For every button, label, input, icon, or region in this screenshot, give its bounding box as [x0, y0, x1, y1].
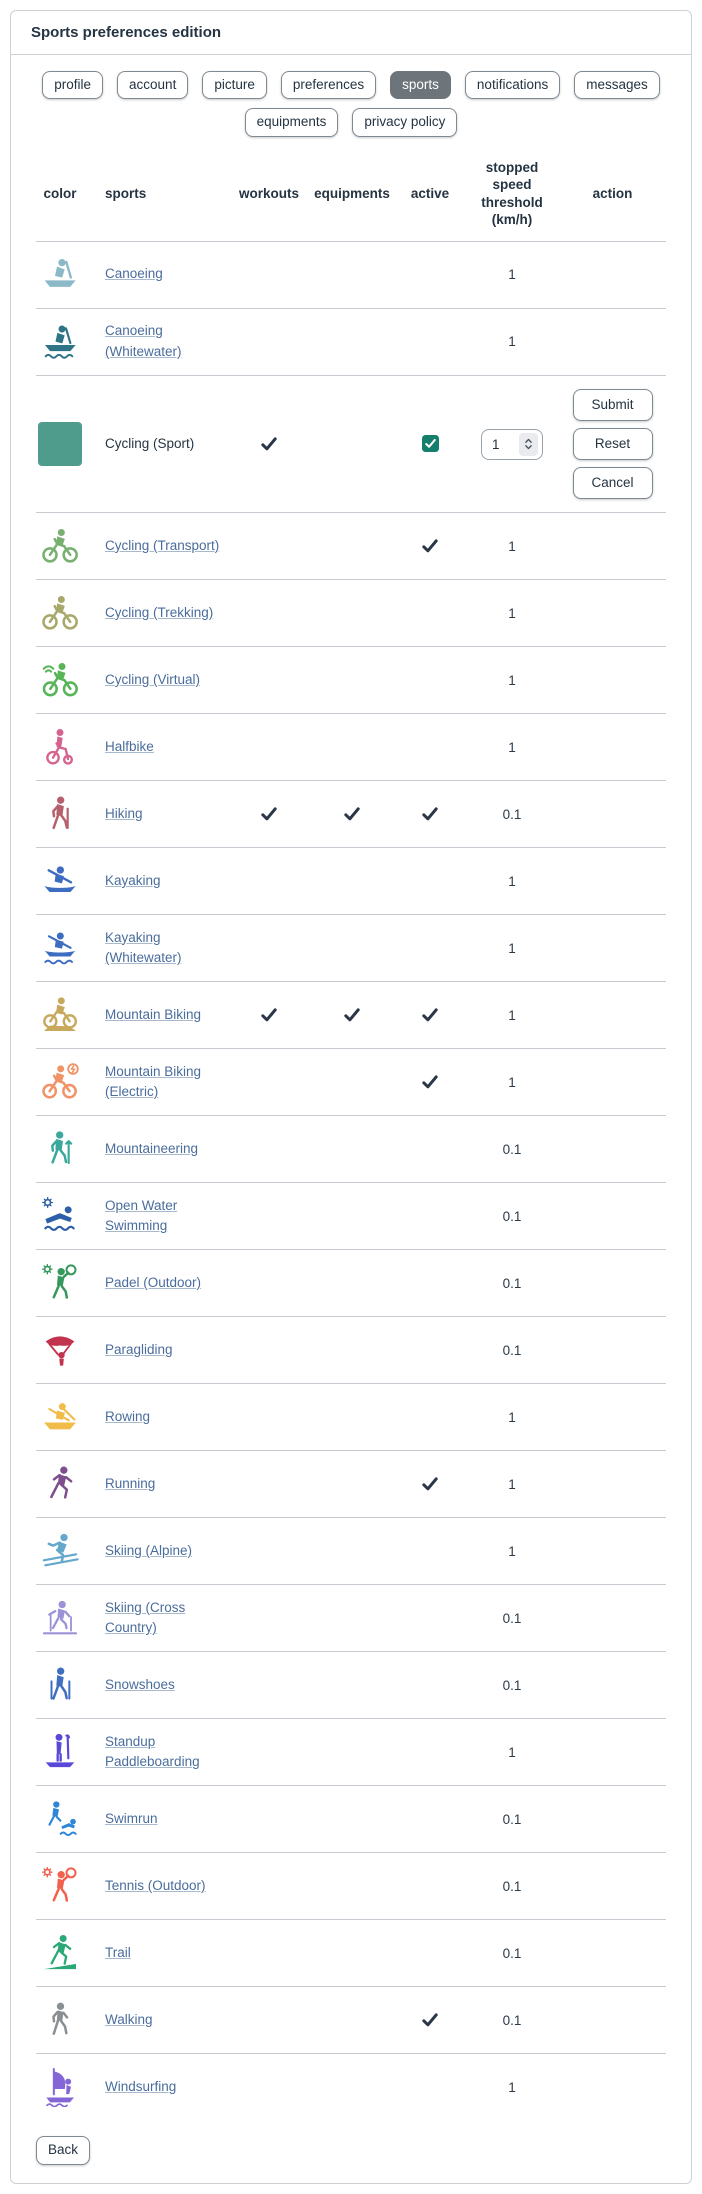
sport-row	[36, 1249, 666, 1316]
tab-picture[interactable]: picture	[202, 71, 267, 99]
threshold-value: 0.1	[502, 1610, 522, 1626]
workouts-check-icon	[261, 1006, 277, 1023]
sport-link[interactable]: Mountaineering	[105, 1140, 199, 1156]
canoe-icon	[40, 255, 80, 295]
sport-link[interactable]: Tennis (Outdoor)	[105, 1877, 206, 1893]
cyclist-wifi-icon	[40, 660, 80, 700]
card-body	[11, 55, 691, 2183]
equipments-check-icon	[344, 805, 360, 822]
active-check-icon	[422, 2011, 438, 2028]
sport-row	[36, 1986, 666, 2053]
sport-row	[36, 1316, 666, 1383]
sport-row	[36, 713, 666, 780]
threshold-value: 0.1	[502, 806, 522, 822]
hiker-icon	[40, 794, 80, 834]
swimmer-sun-icon	[40, 1196, 80, 1236]
active-check-icon	[422, 1073, 438, 1090]
column-header-action: action	[592, 185, 633, 201]
tab-messages[interactable]: messages	[574, 71, 660, 99]
column-header-color: color	[43, 185, 77, 201]
threshold-value: 1	[508, 672, 516, 688]
tab-profile[interactable]: profile	[42, 71, 103, 99]
threshold-value: 0.1	[502, 1811, 522, 1827]
column-header-stopped-speed-threshold-km-h: stopped speed threshold (km/h)	[481, 159, 543, 228]
threshold-value: 1	[508, 1744, 516, 1760]
sport-name: Cycling (Sport)	[105, 435, 195, 451]
sport-link[interactable]: Hiking	[105, 805, 143, 821]
submit-button[interactable]: Submit	[573, 389, 653, 421]
column-header-workouts: workouts	[238, 185, 299, 201]
threshold-value: 0.1	[502, 1342, 522, 1358]
threshold-value: 1	[508, 2079, 516, 2095]
sport-link[interactable]: Standup Paddleboarding	[105, 1733, 200, 1770]
kayak-icon	[40, 861, 80, 901]
cancel-button[interactable]: Cancel	[573, 467, 653, 499]
active-checkbox[interactable]	[422, 435, 439, 452]
paraglider-icon	[40, 1330, 80, 1370]
tab-privacy-policy[interactable]: privacy policy	[352, 108, 457, 136]
threshold-value: 1	[508, 739, 516, 755]
sport-link[interactable]: Walking	[105, 2011, 153, 2027]
threshold-value: 0.1	[502, 1275, 522, 1291]
sport-link[interactable]: Trail	[105, 1944, 131, 1960]
threshold-value: 1	[508, 334, 516, 350]
workouts-check-icon	[261, 435, 277, 452]
sports-table	[36, 155, 666, 2121]
sport-link[interactable]: Kayaking (Whitewater)	[105, 929, 182, 966]
sport-row	[36, 1785, 666, 1852]
threshold-value: 0.1	[502, 1945, 522, 1961]
mountaineer-icon	[40, 1129, 80, 1169]
sport-row	[36, 1115, 666, 1182]
sport-edit-row	[36, 375, 666, 513]
sport-link[interactable]: Running	[105, 1475, 156, 1491]
sport-row	[36, 1584, 666, 1651]
profile-nav-primary	[36, 71, 666, 99]
active-check-icon	[422, 1475, 438, 1492]
trail-runner-icon	[40, 1933, 80, 1973]
sport-link[interactable]: Canoeing (Whitewater)	[105, 322, 182, 359]
active-check-icon	[422, 805, 438, 822]
threshold-value: 1	[508, 1007, 516, 1023]
sport-link[interactable]: Halfbike	[105, 738, 154, 754]
cyclist-icon	[40, 526, 80, 566]
sport-row	[36, 1919, 666, 1986]
kayak-waves-icon	[40, 928, 80, 968]
threshold-value: 0.1	[502, 2012, 522, 2028]
threshold-value: 0.1	[502, 1141, 522, 1157]
color-swatch[interactable]	[38, 422, 82, 466]
sport-link[interactable]: Cycling (Virtual)	[105, 671, 201, 687]
sport-row	[36, 1718, 666, 1785]
sport-link[interactable]: Windsurfing	[105, 2078, 177, 2094]
threshold-value: 1	[508, 1476, 516, 1492]
canoe-waves-icon	[40, 322, 80, 362]
threshold-value: 0.1	[502, 1208, 522, 1224]
sport-link[interactable]: Skiing (Alpine)	[105, 1542, 193, 1558]
sport-row	[36, 981, 666, 1048]
racket-sun-icon	[40, 1866, 80, 1906]
threshold-value: 1	[508, 267, 516, 283]
sport-link[interactable]: Open Water Swimming	[105, 1197, 178, 1234]
workouts-check-icon	[261, 805, 277, 822]
sport-row	[36, 2053, 666, 2120]
tab-sports[interactable]: sports	[390, 71, 451, 99]
threshold-value: 1	[508, 1074, 516, 1090]
back-button[interactable]: Back	[36, 2136, 90, 2164]
sport-row	[36, 646, 666, 713]
page-title: Sports preferences edition	[31, 24, 222, 41]
racket-sun-icon	[40, 1263, 80, 1303]
column-header-equipments: equipments	[314, 185, 390, 201]
tab-preferences[interactable]: preferences	[281, 71, 376, 99]
threshold-input[interactable]	[481, 429, 543, 460]
sport-row	[36, 914, 666, 981]
row-actions	[559, 389, 666, 500]
threshold-value: 0.1	[502, 1878, 522, 1894]
windsurfer-icon	[40, 2067, 80, 2107]
sport-row	[36, 780, 666, 847]
sport-link[interactable]: Cycling (Transport)	[105, 537, 220, 553]
sport-row	[36, 308, 666, 375]
sport-row	[36, 1651, 666, 1718]
sports-preferences-card	[10, 10, 692, 2184]
card-header	[11, 11, 691, 55]
threshold-value: 1	[508, 1409, 516, 1425]
sport-link[interactable]: Cycling (Trekking)	[105, 604, 214, 620]
threshold-value: 0.1	[502, 1677, 522, 1693]
spinner-buttons[interactable]	[519, 433, 538, 456]
sport-row	[36, 847, 666, 914]
rower-icon	[40, 1397, 80, 1437]
sport-row	[36, 1048, 666, 1115]
active-check-icon	[422, 1006, 438, 1023]
sport-row	[36, 512, 666, 579]
sport-link[interactable]: Paragliding	[105, 1341, 173, 1357]
sport-link[interactable]: Padel (Outdoor)	[105, 1274, 202, 1290]
sport-row	[36, 579, 666, 646]
profile-nav-secondary	[36, 108, 666, 136]
snowshoer-icon	[40, 1665, 80, 1705]
threshold-input-value: 1	[492, 436, 500, 452]
threshold-value: 1	[508, 538, 516, 554]
threshold-value: 1	[508, 1543, 516, 1559]
skier-icon	[40, 1531, 80, 1571]
sport-link[interactable]: Canoeing	[105, 266, 163, 282]
sport-link[interactable]: Mountain Biking (Electric)	[105, 1063, 202, 1100]
threshold-value: 1	[508, 940, 516, 956]
sport-row	[36, 1383, 666, 1450]
xc-skier-icon	[40, 1598, 80, 1638]
sport-link[interactable]: Skiing (Cross Country)	[105, 1599, 186, 1636]
threshold-value: 1	[508, 873, 516, 889]
sport-row	[36, 1450, 666, 1517]
sport-link[interactable]: Rowing	[105, 1408, 151, 1424]
tab-account[interactable]: account	[117, 71, 188, 99]
equipments-check-icon	[344, 1006, 360, 1023]
sport-link[interactable]: Mountain Biking	[105, 1006, 202, 1022]
sport-link[interactable]: Swimrun	[105, 1810, 158, 1826]
cyclist-icon	[40, 593, 80, 633]
sup-icon	[40, 1732, 80, 1772]
sport-row	[36, 1517, 666, 1584]
tab-equipments[interactable]: equipments	[245, 108, 339, 136]
halfbike-icon	[40, 727, 80, 767]
threshold-value: 1	[508, 605, 516, 621]
table-header-row	[36, 155, 666, 241]
column-header-sports: sports	[105, 185, 147, 201]
runner-icon	[40, 1464, 80, 1504]
sport-row	[36, 1852, 666, 1919]
reset-button[interactable]: Reset	[573, 428, 653, 460]
mtb-icon	[40, 995, 80, 1035]
column-header-active: active	[410, 185, 450, 201]
sport-link[interactable]: Snowshoes	[105, 1676, 175, 1692]
tab-notifications[interactable]: notifications	[465, 71, 560, 99]
cyclist-bolt-icon	[40, 1062, 80, 1102]
sport-row	[36, 241, 666, 308]
table-rows	[36, 241, 666, 2121]
active-check-icon	[422, 537, 438, 554]
walker-icon	[40, 2000, 80, 2040]
sport-row	[36, 1182, 666, 1249]
swimrun-icon	[40, 1799, 80, 1839]
sport-link[interactable]: Kayaking	[105, 872, 161, 888]
